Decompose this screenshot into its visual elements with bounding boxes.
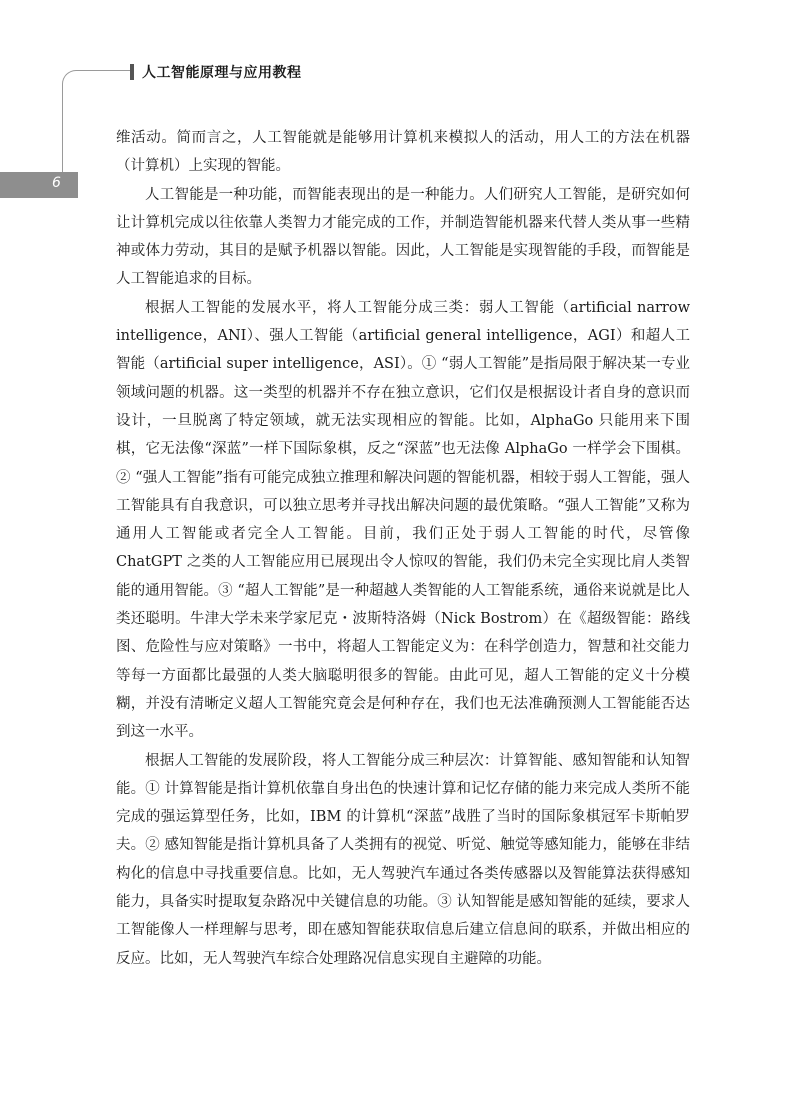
paragraph: 根据人工智能的发展阶段，将人工智能分成三种层次：计算智能、感知智能和认知智能。① 计算智能是指计算机依靠自身出色的快速计算和记忆存储的能力来完成人类所不能完成的强运算型任务，比如，IBM 的计算机“深蓝”战胜了当时的国际象棋冠军卡斯帕罗夫。② 感知智能是指计算机具备了人类拥有的视觉、听觉、触觉等感知能力，能够在非结构化的信息中寻找重要信息。比如，无人驾驶汽车通过各类传感器以及智能算法获得感知能力，具备实时提取复杂路况中关键信息的功能。③ 认知智能是感知智能的延续，要求人工智能像人一样理解与思考，即在感知智能获取信息后建立信息间的联系，并做出相应的反应。比如，无人驾驶汽车综合处理路况信息实现自主避障的功能。: [116, 752, 690, 967]
running-header-title: 人工智能原理与应用教程: [142, 65, 302, 81]
page-number-tab: [0, 172, 78, 198]
body-text: [116, 124, 690, 973]
page-number: 6: [52, 175, 61, 191]
header-marker: [130, 64, 134, 80]
paragraph: 根据人工智能的发展水平，将人工智能分成三类：弱人工智能（artificial narrow intelligence，ANI）、强人工智能（artificial general intelligence，AGI）和超人工智能（artificial super intelligence，ASI）。① “弱人工智能”是指局限于解决某一专业领域问题的机器。这一类型的机器并不存在独立意识，它们仅是根据设计者自身的意识而设计，一旦脱离了特定领域，就无法实现相应的智能。比如，AlphaGo 只能用来下围棋，它无法像“深蓝”一样下国际象棋，反之“深蓝”也无法像 AlphaGo 一样学会下围棋。② “强人工智能”指有可能完成独立推理和解决问题的智能机器，相较于弱人工智能，强人工智能具有自我意识，可以独立思考并寻找出解决问题的最优策略。“强人工智能”又称为通用人工智能或者完全人工智能。目前，我们正处于弱人工智能的时代，尽管像 ChatGPT 之类的人工智能应用已展现出令人惊叹的智能，我们仍未完全实现比肩人类智能的通用智能。③ “超人工智能”是一种超越人类智能的人工智能系统，通俗来说就是比人类还聪明。牛津大学未来学家尼克・波斯特洛姆（Nick Bostrom）在《超级智能：路线图、危险性与应对策略》一书中，将超人工智能定义为：在科学创造力，智慧和社交能力等每一方面都比最强的人类大脑聪明很多的智能。由此可见，超人工智能的定义十分模糊，并没有清晰定义超人工智能究竟会是何种存在，我们也无法准确预测人工智能能否达到这一水平。: [116, 299, 690, 741]
paragraph: 人工智能是一种功能，而智能表现出的是一种能力。人们研究人工智能，是研究如何让计算机完成以往依靠人类智力才能完成的工作，并制造智能机器来代替人类从事一些精神或体力劳动，其目的是赋予机器以智能。因此，人工智能是实现智能的手段，而智能是人工智能追求的目标。: [116, 186, 690, 288]
paragraph-continued: 维活动。简而言之，人工智能就是能够用计算机来模拟人的活动，用人工的方法在机器（计算机）上实现的智能。: [116, 130, 690, 175]
